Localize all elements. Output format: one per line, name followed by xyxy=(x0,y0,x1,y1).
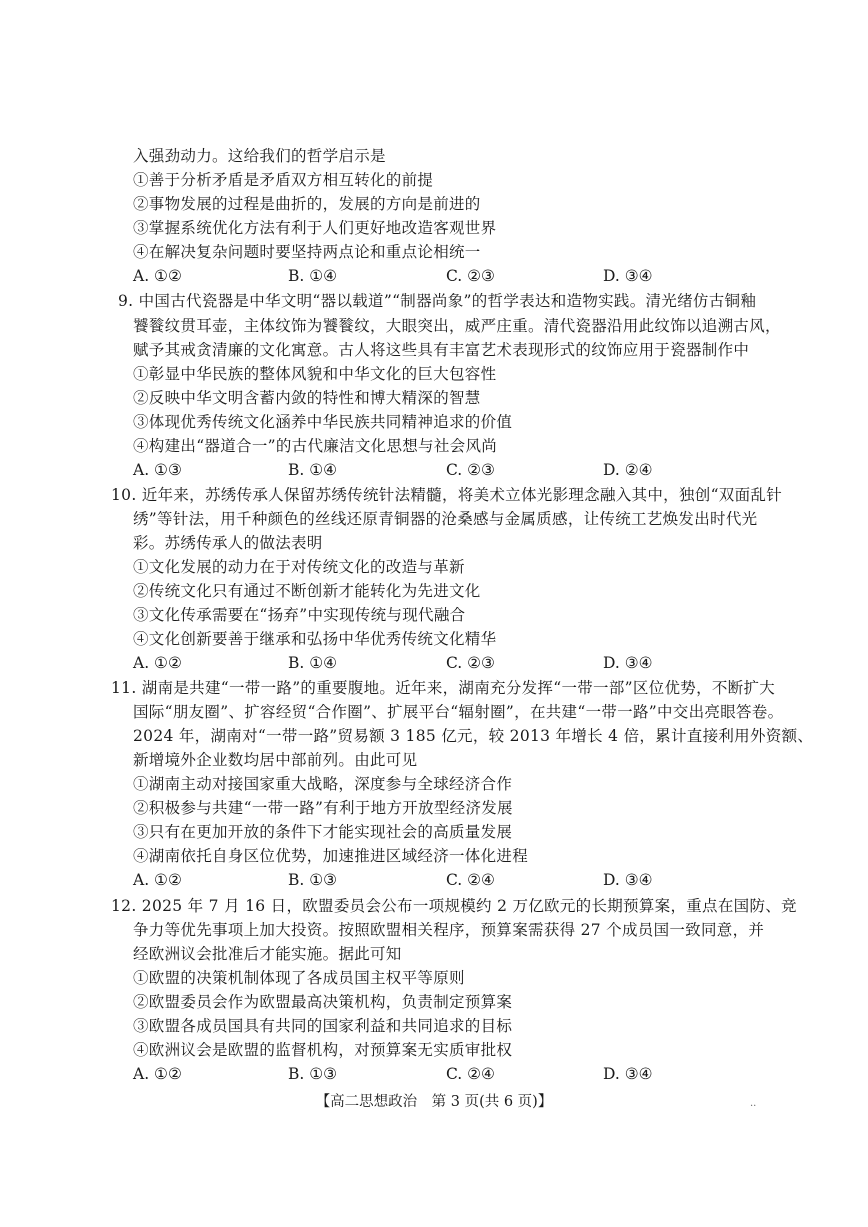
q9-stem-line-1: 9. 中国古代瓷器是中华文明“器以载道”“制器尚象”的哲学表达和造物实践。清光绪仿古铜釉 xyxy=(118,292,757,310)
q12-item-3: ③欧盟各成员国具有共同的国家利益和共同追求的目标 xyxy=(133,1017,513,1035)
q9-option-c: C. ②③ xyxy=(446,461,495,479)
q12-item-2: ②欧盟委员会作为欧盟最高决策机构，负责制定预算案 xyxy=(133,993,513,1011)
q9-item-1: ①彰显中华民族的整体风貌和中华文化的巨大包容性 xyxy=(133,365,497,383)
q10-item-2: ②传统文化只有通过不断创新才能转化为先进文化 xyxy=(133,582,481,600)
q8-item-2: ②事物发展的过程是曲折的，发展的方向是前进的 xyxy=(133,195,481,213)
q11-item-4: ④湖南依托自身区位优势，加速推进区域经济一体化进程 xyxy=(133,847,529,865)
q8-item-4: ④在解决复杂问题时要坚持两点论和重点论相统一 xyxy=(133,243,481,261)
q9-option-b: B. ①④ xyxy=(288,461,338,479)
q11-item-1: ①湖南主动对接国家重大战略，深度参与全球经济合作 xyxy=(133,775,513,793)
q10-stem-line-2: 绣”等针法，用千种颜色的丝线还原青铜器的沧桑感与金属质感，让传统工艺焕发出时代光 xyxy=(133,510,758,528)
q12-stem-line-1: 12. 2025 年 7 月 16 日，欧盟委员会公布一项规模约 2 万亿欧元的长期预算案，重点在国防、竞 xyxy=(111,897,797,915)
q11-option-b: B. ①③ xyxy=(288,871,338,889)
q12-option-a: A. ①② xyxy=(133,1065,182,1083)
q12-option-d: D. ③④ xyxy=(603,1065,653,1083)
q12-item-1: ①欧盟的决策机制体现了各成员国主权平等原则 xyxy=(133,969,465,987)
q11-stem-line-2: 国际“朋友圈”、扩容经贸“合作圈”、扩展平台“辐射圈”，在共建“一带一路”中交出亮眼答卷。 xyxy=(133,703,784,721)
q10-item-4: ④文化创新要善于继承和弘扬中华优秀传统文化精华 xyxy=(133,630,497,648)
q11-stem-line-4: 新增境外企业数均居中部前列。由此可见 xyxy=(133,751,418,769)
scan-mark: .. xyxy=(750,1098,757,1109)
q8-option-b: B. ①④ xyxy=(288,267,338,285)
q9-option-a: A. ①③ xyxy=(133,461,182,479)
q8-item-3: ③掌握系统优化方法有利于人们更好地改造客观世界 xyxy=(133,219,497,237)
q11-stem-line-3: 2024 年，湖南对“一带一路”贸易额 3 185 亿元，较 2013 年增长 4 倍，累计直接利用外资额、 xyxy=(133,727,814,745)
q10-option-c: C. ②③ xyxy=(446,654,495,672)
q10-item-3: ③文化传承需要在“扬弃”中实现传统与现代融合 xyxy=(133,606,466,624)
q8-item-1: ①善于分析矛盾是矛盾双方相互转化的前提 xyxy=(133,171,434,189)
q8-stem-tail: 入强劲动力。这给我们的哲学启示是 xyxy=(133,147,386,165)
q10-option-d: D. ③④ xyxy=(603,654,653,672)
q9-stem-line-3: 赋予其戒贪清廉的文化寓意。古人将这些具有丰富艺术表现形式的纹饰应用于瓷器制作中 xyxy=(133,341,750,359)
q10-stem-line-3: 彩。苏绣传承人的做法表明 xyxy=(133,534,323,552)
q9-item-2: ②反映中华文明含蓄内敛的特性和博大精深的智慧 xyxy=(133,389,481,407)
q10-stem-line-1: 10. 近年来，苏绣传承人保留苏绣传统针法精髓，将美术立体光影理念融入其中，独创“双面乱针 xyxy=(111,486,783,504)
q12-option-c: C. ②④ xyxy=(446,1065,495,1083)
q9-item-4: ④构建出“器道合一”的古代廉洁文化思想与社会风尚 xyxy=(133,437,498,455)
q11-item-3: ③只有在更加开放的条件下才能实现社会的高质量发展 xyxy=(133,823,513,841)
q8-option-a: A. ①② xyxy=(133,267,182,285)
q10-option-b: B. ①④ xyxy=(288,654,338,672)
page-footer: 【高二思想政治 第 3 页(共 6 页)】 xyxy=(315,1094,553,1110)
q10-option-a: A. ①② xyxy=(133,654,182,672)
q8-option-d: D. ③④ xyxy=(603,267,653,285)
q11-option-d: D. ③④ xyxy=(603,871,653,889)
q12-stem-line-3: 经欧洲议会批准后才能实施。据此可知 xyxy=(133,945,402,963)
q11-option-c: C. ②④ xyxy=(446,871,495,889)
q12-stem-line-2: 争力等优先事项上加大投资。按照欧盟相关程序，预算案需获得 27 个成员国一致同意，并 xyxy=(133,921,765,939)
q11-stem-line-1: 11. 湖南是共建“一带一路”的重要腹地。近年来，湖南充分发挥“一带一部”区位优势，不断扩大 xyxy=(111,679,776,697)
q11-option-a: A. ①② xyxy=(133,871,182,889)
q10-item-1: ①文化发展的动力在于对传统文化的改造与革新 xyxy=(133,558,465,576)
q8-option-c: C. ②③ xyxy=(446,267,495,285)
q12-item-4: ④欧洲议会是欧盟的监督机构，对预算案无实质审批权 xyxy=(133,1041,513,1059)
q9-option-d: D. ②④ xyxy=(603,461,653,479)
q12-option-b: B. ①③ xyxy=(288,1065,338,1083)
q11-item-2: ②积极参与共建“一带一路”有利于地方开放型经济发展 xyxy=(133,799,513,817)
q9-stem-line-2: 饕餮纹贯耳壶，主体纹饰为饕餮纹，大眼突出，威严庄重。清代瓷器沿用此纹饰以追溯古风， xyxy=(133,317,781,335)
q9-item-3: ③体现优秀传统文化涵养中华民族共同精神追求的价值 xyxy=(133,413,513,431)
